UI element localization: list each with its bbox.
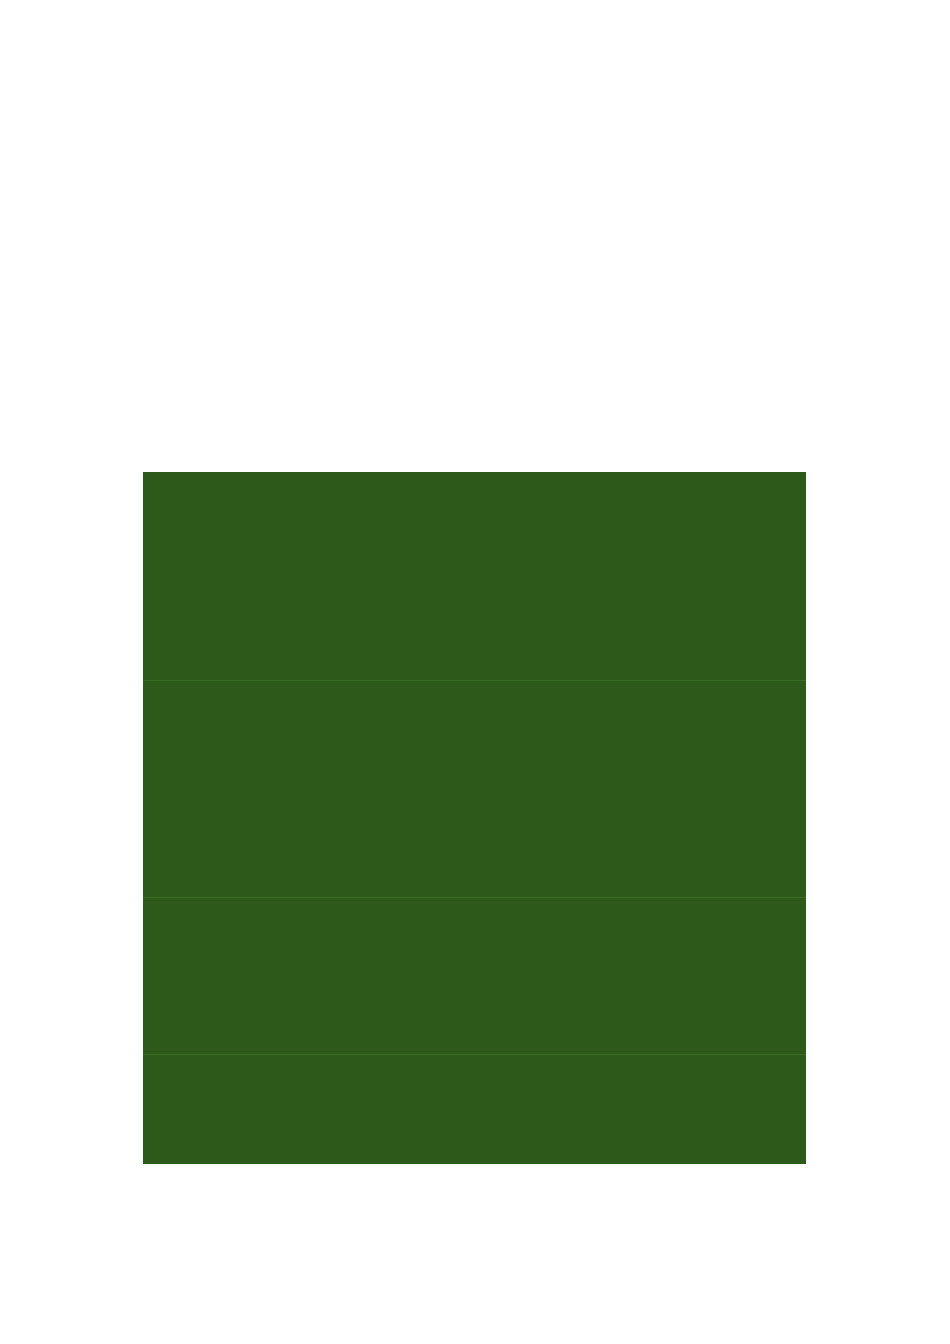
slide-divider xyxy=(143,680,806,681)
document-line xyxy=(143,146,833,170)
document-title xyxy=(143,122,833,146)
document-line xyxy=(143,268,833,292)
document-line xyxy=(143,220,833,244)
slide-divider xyxy=(143,897,806,898)
document-text xyxy=(143,122,833,390)
document-line xyxy=(143,342,833,366)
document-line xyxy=(143,195,833,219)
slide-image xyxy=(143,472,806,1164)
document-line xyxy=(143,366,833,390)
document-line xyxy=(143,244,833,268)
document-line xyxy=(143,171,833,195)
document-line xyxy=(143,293,833,317)
slide-divider xyxy=(143,1054,806,1055)
document-line xyxy=(143,317,833,341)
